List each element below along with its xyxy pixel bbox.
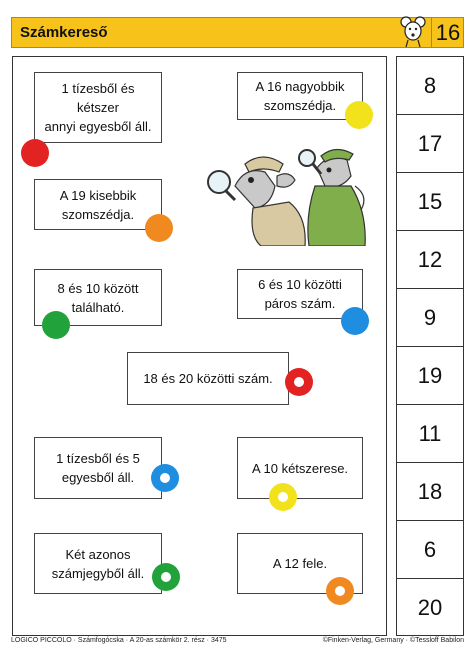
answer-number-cell[interactable]: 9 (397, 289, 463, 347)
clue-box: 6 és 10 közötti páros szám. (237, 269, 363, 319)
yellow-dot-marker[interactable] (345, 101, 373, 129)
footer-copyright: ©Finken-Verlag, Germany · ©Tessloff Babilon (322, 637, 464, 644)
clue-box: A 19 kisebbik szomszédja. (34, 179, 162, 230)
green-ring-marker[interactable] (152, 563, 180, 591)
answer-number-cell[interactable]: 8 (397, 57, 463, 115)
red-ring-marker[interactable] (285, 368, 313, 396)
blue-dot-marker[interactable] (341, 307, 369, 335)
blue-ring-marker[interactable] (151, 464, 179, 492)
clue-box: A 16 nagyobbik szomszédja. (237, 72, 363, 120)
clue-box: 1 tízesből és kétszer annyi egyesből áll. (34, 72, 162, 143)
clue-box: 1 tízesből és 5 egyesből áll. (34, 437, 162, 499)
green-dot-marker[interactable] (42, 311, 70, 339)
orange-dot-marker[interactable] (145, 214, 173, 242)
answer-number-cell[interactable]: 11 (397, 405, 463, 463)
footer-series-info: LOGICO PICCOLO · Számfogócska · A 20-as számkör 2. rész · 3475 (11, 637, 227, 644)
red-dot-marker[interactable] (21, 139, 49, 167)
answer-number-cell[interactable]: 17 (397, 115, 463, 173)
orange-ring-marker[interactable] (326, 577, 354, 605)
clue-box: 18 és 20 közötti szám. (127, 352, 289, 405)
answer-number-cell[interactable]: 18 (397, 463, 463, 521)
yellow-ring-marker[interactable] (269, 483, 297, 511)
answer-number-cell[interactable]: 15 (397, 173, 463, 231)
clue-box: A 10 kétszerese. (237, 437, 363, 499)
clue-box: A 12 fele. (237, 533, 363, 594)
clue-box: Két azonos számjegyből áll. (34, 533, 162, 594)
answer-number-cell[interactable]: 12 (397, 231, 463, 289)
mouse-icon (396, 14, 430, 48)
page-number: 16 (431, 17, 464, 48)
clue-box: 8 és 10 között található. (34, 269, 162, 326)
answer-number-cell[interactable]: 20 (417, 595, 443, 620)
page-title: Számkereső (20, 24, 108, 41)
detective-mice-illustration (205, 146, 370, 246)
answer-number-cell[interactable]: 6 (397, 521, 463, 579)
answer-number-cell[interactable]: 19 (397, 347, 463, 405)
answer-number-column (396, 56, 464, 636)
